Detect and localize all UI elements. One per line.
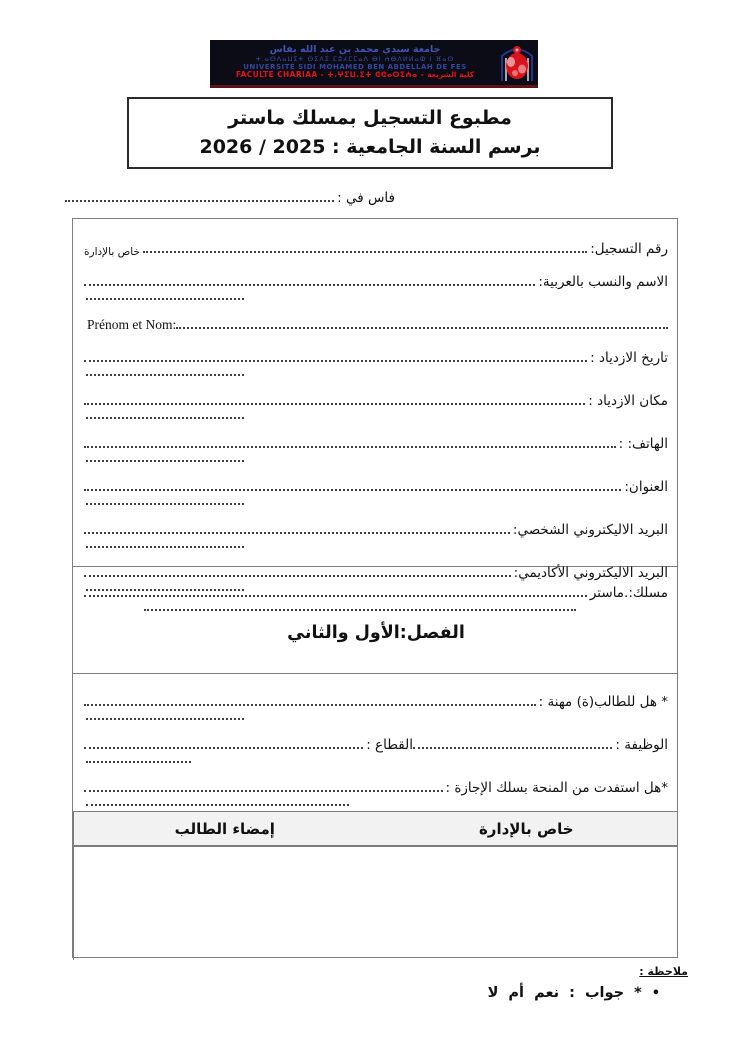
phone-label: الهاتف: : — [618, 436, 668, 452]
job-label: الوظيفة : — [615, 737, 668, 753]
faculty-name-line: FACULTE CHARIAA - ⵜ.ⵖⵉⵡ.ⵉⵜ ⵛⵛⴰⵔⵉⵄⴰ - كلية الشريعة — [235, 70, 475, 80]
university-name-french: UNIVERSITÉ SIDI MOHAMED BEN ABDELLAH DE FES — [243, 63, 467, 72]
dotted-fill-line — [86, 753, 191, 763]
dotted-fill-line — [84, 532, 510, 534]
university-logo-icon — [498, 42, 536, 83]
arabic-name-label: الاسم والنسب بالعربية: — [538, 274, 668, 290]
registration-number-field — [84, 235, 668, 257]
dotted-fill-line — [65, 200, 334, 202]
academic-email-label: البريد الاليكتروني الأكاديمي: — [513, 565, 668, 581]
dotted-fill-line — [84, 595, 587, 597]
dotted-fill-line — [144, 601, 576, 611]
footnote — [268, 960, 688, 1001]
scholarship-label: *هل استفدت من المنحة بسلك الإجازة : — [445, 780, 668, 796]
university-name-arabic: جامعة سيدي محمد بن عبد الله بفاس — [269, 43, 441, 55]
birth-date-field — [84, 344, 668, 376]
phone-field — [84, 430, 668, 462]
dotted-fill-line — [84, 284, 535, 286]
dotted-fill-line — [86, 710, 244, 720]
admin-signature-cell — [376, 847, 678, 960]
bullet-icon: • — [651, 985, 660, 1001]
identity-section — [73, 219, 677, 581]
dotted-fill-line — [84, 704, 536, 706]
registration-number-label: رقم التسجيل: — [590, 241, 668, 257]
dotted-fill-line — [84, 575, 511, 577]
dotted-fill-line — [86, 409, 244, 419]
birth-place-field — [84, 387, 668, 419]
student-signature-column-header: إمضاء الطالب — [73, 812, 376, 845]
track-section — [73, 566, 677, 673]
signature-table-header — [73, 812, 677, 847]
scholarship-field — [84, 774, 668, 806]
track-label: مسلك:.ماستر — [589, 585, 668, 601]
student-signature-cell — [73, 847, 376, 960]
form-title-box — [127, 97, 613, 169]
dotted-fill-line — [86, 538, 244, 548]
dotted-fill-line — [86, 366, 244, 376]
sector-label: القطاع : — [366, 737, 413, 753]
address-field — [84, 473, 668, 505]
signature-table-body — [73, 847, 677, 960]
track-field — [84, 579, 668, 611]
admin-only-note: خاص بالإدارة — [84, 246, 140, 258]
dotted-fill-line — [84, 747, 363, 749]
has-job-label: * هل للطالب(ة) مهنة : — [538, 694, 668, 710]
dotted-fill-line — [84, 360, 587, 362]
job-sector-field — [84, 731, 668, 763]
dotted-fill-line — [413, 747, 612, 749]
birth-place-label: مكان الازدياد : — [588, 393, 668, 409]
place-date-label: فاس في : — [337, 190, 395, 206]
personal-email-field — [84, 516, 668, 548]
dotted-fill-line — [143, 251, 587, 253]
address-label: العنوان: — [624, 479, 668, 495]
dotted-fill-line — [86, 796, 349, 806]
form-title-line2: برسم السنة الجامعية : 2025 / 2026 — [199, 136, 541, 158]
signature-table — [73, 811, 677, 960]
registration-form-box — [72, 218, 678, 958]
arabic-name-field — [84, 268, 668, 300]
answer-note-text: * جواب : نعم أم لا — [487, 985, 642, 1001]
dotted-fill-line — [86, 495, 244, 505]
form-title-line1: مطبوع التسجيل بمسلك ماستر — [228, 106, 512, 129]
questions-section — [73, 673, 677, 811]
has-job-field — [84, 688, 668, 720]
birth-date-label: تاريخ الازدياد : — [590, 350, 668, 366]
dotted-fill-line — [84, 403, 585, 405]
dotted-fill-line — [86, 452, 244, 462]
dotted-fill-line — [84, 446, 616, 448]
dotted-fill-line — [84, 489, 621, 491]
note-label: ملاحظة : — [639, 965, 688, 978]
answer-note-line — [268, 985, 688, 1001]
admin-column-header: خاص بالإدارة — [478, 819, 574, 838]
semester-line: الفصل:الأول والثاني — [287, 623, 465, 643]
dotted-fill-line — [86, 290, 244, 300]
dotted-fill-line — [84, 790, 443, 792]
university-name-tifinagh: ⵜ.ⴰⵙⴷⴰⵡⵉⵜ ⵙⵉⴷⵉ ⵎⵓⵃⵎⵎⴰⴷ ⴱⵏ ⵄⴱⴷⵍⵍⴰⵀ ⵏ ⴼⴰⵙ — [255, 54, 455, 63]
latin-name-field — [84, 311, 668, 333]
dotted-fill-line — [176, 327, 668, 329]
place-date-field — [65, 184, 395, 206]
personal-email-label: البريد الاليكتروني الشخصي: — [512, 522, 668, 538]
latin-name-label: Prénom et Nom: — [87, 317, 177, 332]
university-banner — [210, 40, 538, 88]
